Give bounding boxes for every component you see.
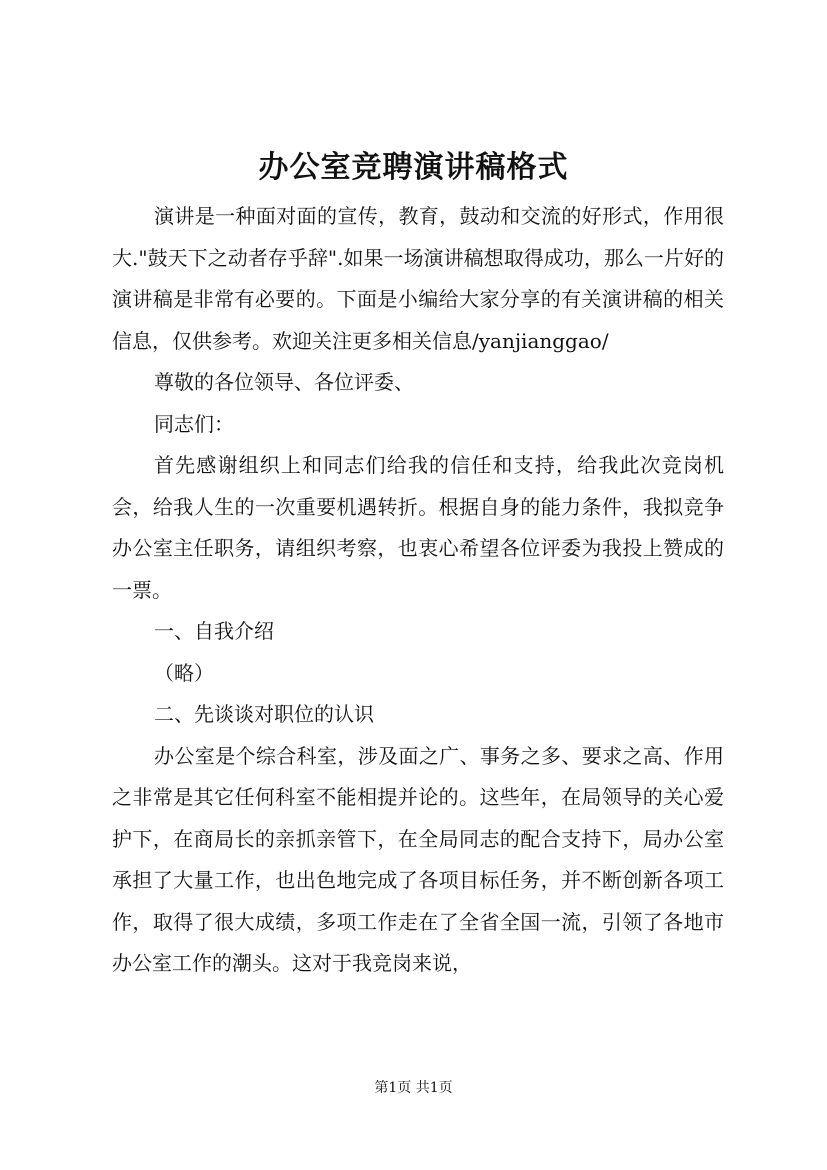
paragraph-intro: 演讲是一种面对面的宣传，教育，鼓动和交流的好形式，作用很大."鼓天下之动者存乎辞".如果一场演讲稿想取得成功，那么一片好的演讲稿是非常有必要的。下面是小编给大家分享的有关演讲稿的相关信息，仅供参考。欢迎关注更多相关信息/yanjianggao/ xyxy=(112,204,724,353)
paragraph-greeting: 同志们： xyxy=(154,411,234,436)
page-footer: 第1页 共1页 xyxy=(374,1080,453,1096)
paragraph-thanks: 首先感谢组织上和同志们给我的信任和支持，给我此次竞岗机会，给我人生的一次重要机遇转折。根据自身的能力条件，我拟竞争办公室主任职务，请组织考察，也衷心希望各位评委为我投上赞成的一票。 xyxy=(112,453,724,602)
paragraph-salutation: 尊敬的各位领导、各位评委、 xyxy=(154,370,414,394)
paragraph-omitted: （略） xyxy=(154,660,214,685)
section-heading-position: 二、先谈谈对职位的认识 xyxy=(154,702,374,726)
document-title: 办公室竞聘演讲稿格式 xyxy=(258,150,569,185)
section-heading-self-intro: 一、自我介绍 xyxy=(154,619,274,643)
paragraph-office-description: 办公室是个综合科室，涉及面之广、事务之多、要求之高、作用之非常是其它任何科室不能相提并论的。这些年，在局领导的关心爱护下，在商局长的亲抓亲管下，在全局同志的配合支持下，局办公室承担了大量工作，也出色地完成了各项目标任务，并不断创新各项工作，取得了很大成绩，多项工作走在了全省全国一流，引领了各地市办公室工作的潮头。这对于我竞岗来说， xyxy=(112,743,724,975)
document-body xyxy=(112,196,724,985)
